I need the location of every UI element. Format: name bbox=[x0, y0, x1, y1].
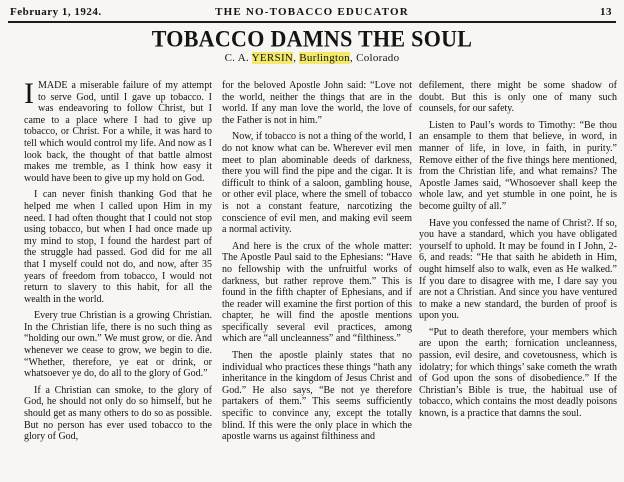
paragraph: If a Christian can smoke, to the glory of God, he should not only do so himself, but he should get as many others to do so as possible. But no person has ever used tobacco to the glory of God, bbox=[24, 384, 212, 443]
page-number: 13 bbox=[600, 6, 612, 18]
column-3 bbox=[419, 80, 617, 425]
header-rule bbox=[8, 21, 616, 23]
location-city: Burlington bbox=[299, 52, 350, 64]
drop-cap: I bbox=[24, 77, 34, 110]
paragraph: Now, if tobacco is not a thing of the world, I do not know what can be. Wherever evil men meet to plan abominable deeds of darkness, there you will find the pipe and the cigar. It is difficult to think of a saloon, gambling house, or other evil place, where the smell of tobacco is not a constant feature, narcotizing the conscience of evil men, and making evil seem a normal activity. bbox=[222, 131, 412, 236]
paragraph-text: MADE a miserable failure of my attempt to serve God, until I gave up tobacco. I was endeavoring to follow Christ, but I came to a place where I had to give up tobacco, or Christ. For a while, it was hard to tell which would control my life. And now as I look back, the thought of that battle almost makes me tremble, as I think how easy it would have been to give up my hold on God. bbox=[24, 80, 212, 184]
publication-title: THE NO-TOBACCO EDUCATOR bbox=[215, 6, 409, 18]
location-state: , Colorado bbox=[349, 52, 400, 64]
paragraph: Have you confessed the name of Christ?. If so, you have a standard, which you have obligated yourself to uphold. It may be found in I John, 2-6, and reads: “He that saith he abideth in Him, ought himself also to walk, even as He walked.” If you dare to disagree with me, I dare say you are not a Christian. And since you have ventured to make a new standard, the burden of proof is upon you. bbox=[419, 217, 617, 322]
byline bbox=[0, 52, 624, 64]
paragraph: “Put to death therefore, your members which are upon the earth; fornication uncleanness, passion, evil desire, and covetousness, which is idolatry; for which things’ sake cometh the wrath of God upon the sons of disobedience.” If the Christian’s Bible is true, the habitual use of tobacco, which contains the most deadly poisons known, is a practice that damns the soul. bbox=[419, 326, 617, 420]
paragraph: Every true Christian is a growing Christian. In the Christian life, there is no such thing as “holding our own.” We must grow, or die. And whenever we cease to grow, we begin to die. “Whether, therefore, ye eat or drink, or whatsoever ye do, do all to the glory of God.” bbox=[24, 310, 212, 380]
running-header bbox=[8, 4, 616, 20]
paragraph: And here is the crux of the whole matter: The Apostle Paul said to the Ephesians: “Have no fellowship with the unfruitful works of darkness, but rather reprove them.” This is found in the fifth chapter of Ephesians, and if the reader will examine the first portion of this chapter, he will find the apostle mentions specifically several evil practices, among which are “all uncleanness” and “filthiness.” bbox=[222, 240, 412, 345]
byline-separator: , bbox=[293, 52, 300, 64]
paragraph: I can never finish thanking God that he helped me when I called upon Him in my need. I had often thought that I could not stop using tobacco, but when I had once made up my mind to stop, I found the hardest part of the struggle had passed. God did for me all that I myself could not do, and now, after 35 years of freedom from tobacco, I would not return to slavery to this habit, for all the wealth in the world. bbox=[24, 189, 212, 305]
paragraph: defilement, there might be some shadow of doubt. But this is only one of many such counsels, for our safety. bbox=[419, 80, 617, 115]
article-title: TOBACCO DAMNS THE SOUL bbox=[151, 25, 473, 52]
paragraph bbox=[24, 77, 212, 184]
column-2 bbox=[222, 80, 412, 448]
author-initials: C. A. bbox=[224, 52, 252, 64]
paragraph: Then the apostle plainly states that no individual who practices these things “hath any inheritance in the kingdom of Jesus Christ and God.” He also says, “Be not ye therefore partakers of them.” This seems sufficiently specific to convince any, except the totally blind. If this were the only place in which the apostle warns us against filthiness and bbox=[222, 350, 412, 443]
paragraph: for the beloved Apostle John said: “Love not the world, neither the things that are in the world. If any man love the world, the love of the Father is not in him.” bbox=[222, 80, 412, 126]
issue-date: February 1, 1924. bbox=[10, 6, 102, 18]
author-surname: YERSIN bbox=[251, 52, 294, 64]
column-1 bbox=[24, 77, 212, 448]
paragraph: Listen to Paul’s words to Timothy: “Be thou an ensample to them that believe, in word, in manner of life, in love, in faith, in purity.” Remove either of the five things here mentioned, from the Christian life, and what remains? The Apostle James said, “Whosoever shall keep the whole law, and yet stumble in one point, he is become guilty of all.” bbox=[419, 119, 617, 212]
